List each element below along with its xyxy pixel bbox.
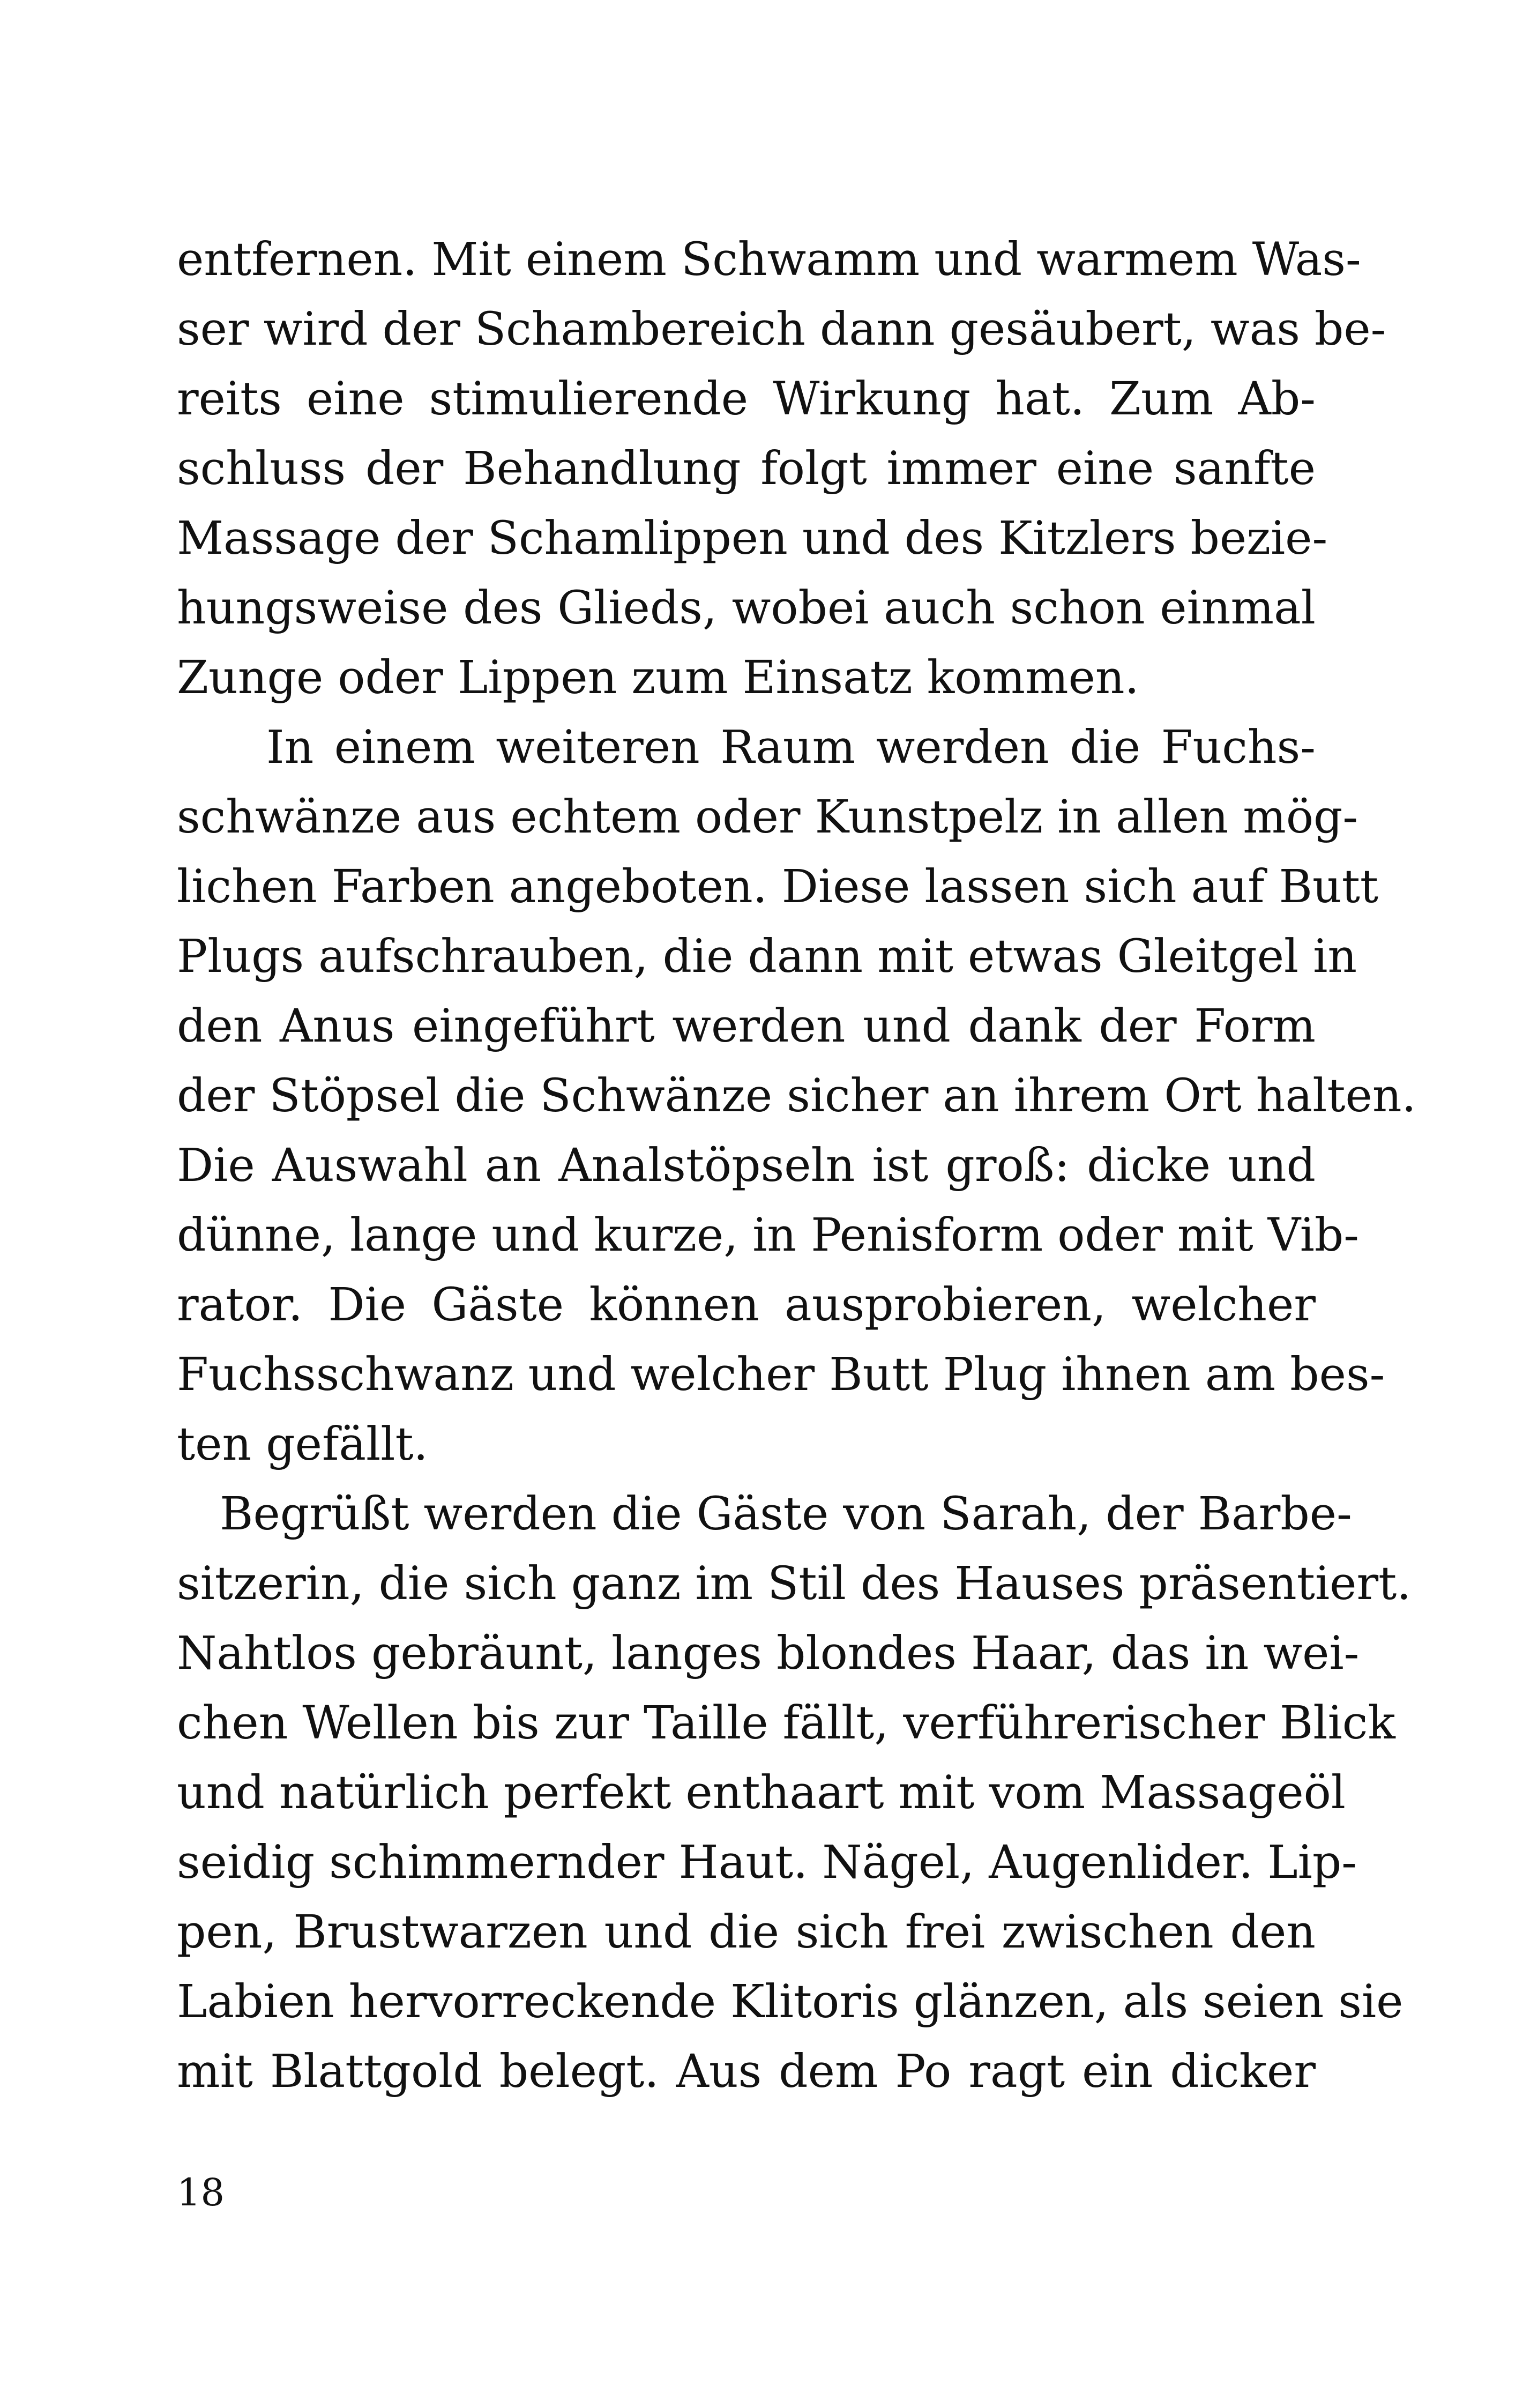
text-line: In einem weiteren Raum werden die Fuchs- xyxy=(266,721,1316,774)
text-line: ten gefällt. xyxy=(177,1418,428,1471)
text-line: seidig schimmernder Haut. Nägel, Augenlider. Lip- xyxy=(177,1836,1357,1889)
page-number: 18 xyxy=(177,2171,225,2214)
text-line: Fuchsschwanz und welcher Butt Plug ihnen am bes- xyxy=(177,1348,1385,1401)
text-line: ser wird der Schambereich dann gesäubert, was be- xyxy=(177,303,1386,356)
text-line: und natürlich perfekt enthaart mit vom Massageöl xyxy=(177,1766,1346,1819)
text-line: schwänze aus echtem oder Kunstpelz in allen mög- xyxy=(177,791,1358,844)
text-line: schluss der Behandlung folgt immer eine sanfte xyxy=(177,442,1316,495)
text-line: entfernen. Mit einem Schwamm und warmem Was- xyxy=(177,233,1361,286)
text-line: den Anus eingeführt werden und dank der Form xyxy=(177,1000,1316,1053)
text-line: Massage der Schamlippen und des Kitzlers bezie- xyxy=(177,512,1328,565)
text-line: dünne, lange und kurze, in Penisform oder mit Vib- xyxy=(177,1209,1360,1262)
text-line: Zunge oder Lippen zum Einsatz kommen. xyxy=(177,651,1139,704)
text-line: Nahtlos gebräunt, langes blondes Haar, das in wei- xyxy=(177,1627,1360,1680)
text-line: Plugs aufschrauben, die dann mit etwas Gleitgel in xyxy=(177,930,1357,983)
text-line: Labien hervorreckende Klitoris glänzen, als seien sie xyxy=(177,1975,1403,2028)
text-line: der Stöpsel die Schwänze sicher an ihrem Ort halten. xyxy=(177,1069,1416,1123)
text-line: pen, Brustwarzen und die sich frei zwischen den xyxy=(177,1906,1316,1959)
text-line: chen Wellen bis zur Taille fällt, verführerischer Blick xyxy=(177,1697,1395,1750)
text-line: sitzerin, die sich ganz im Stil des Hauses präsentiert. xyxy=(177,1557,1412,1610)
text-line: Die Auswahl an Analstöpseln ist groß: dicke und xyxy=(177,1139,1316,1192)
text-line: mit Blattgold belegt. Aus dem Po ragt ein dicker xyxy=(177,2045,1316,2098)
text-line: rator. Die Gäste können ausprobieren, welcher xyxy=(177,1279,1316,1332)
text-line: Begrüßt werden die Gäste von Sarah, der Barbe- xyxy=(220,1488,1352,1541)
text-line: lichen Farben angeboten. Diese lassen sich auf Butt xyxy=(177,860,1379,913)
text-line: reits eine stimulierende Wirkung hat. Zum Ab- xyxy=(177,373,1316,426)
text-line: hungsweise des Glieds, wobei auch schon einmal xyxy=(177,582,1316,635)
